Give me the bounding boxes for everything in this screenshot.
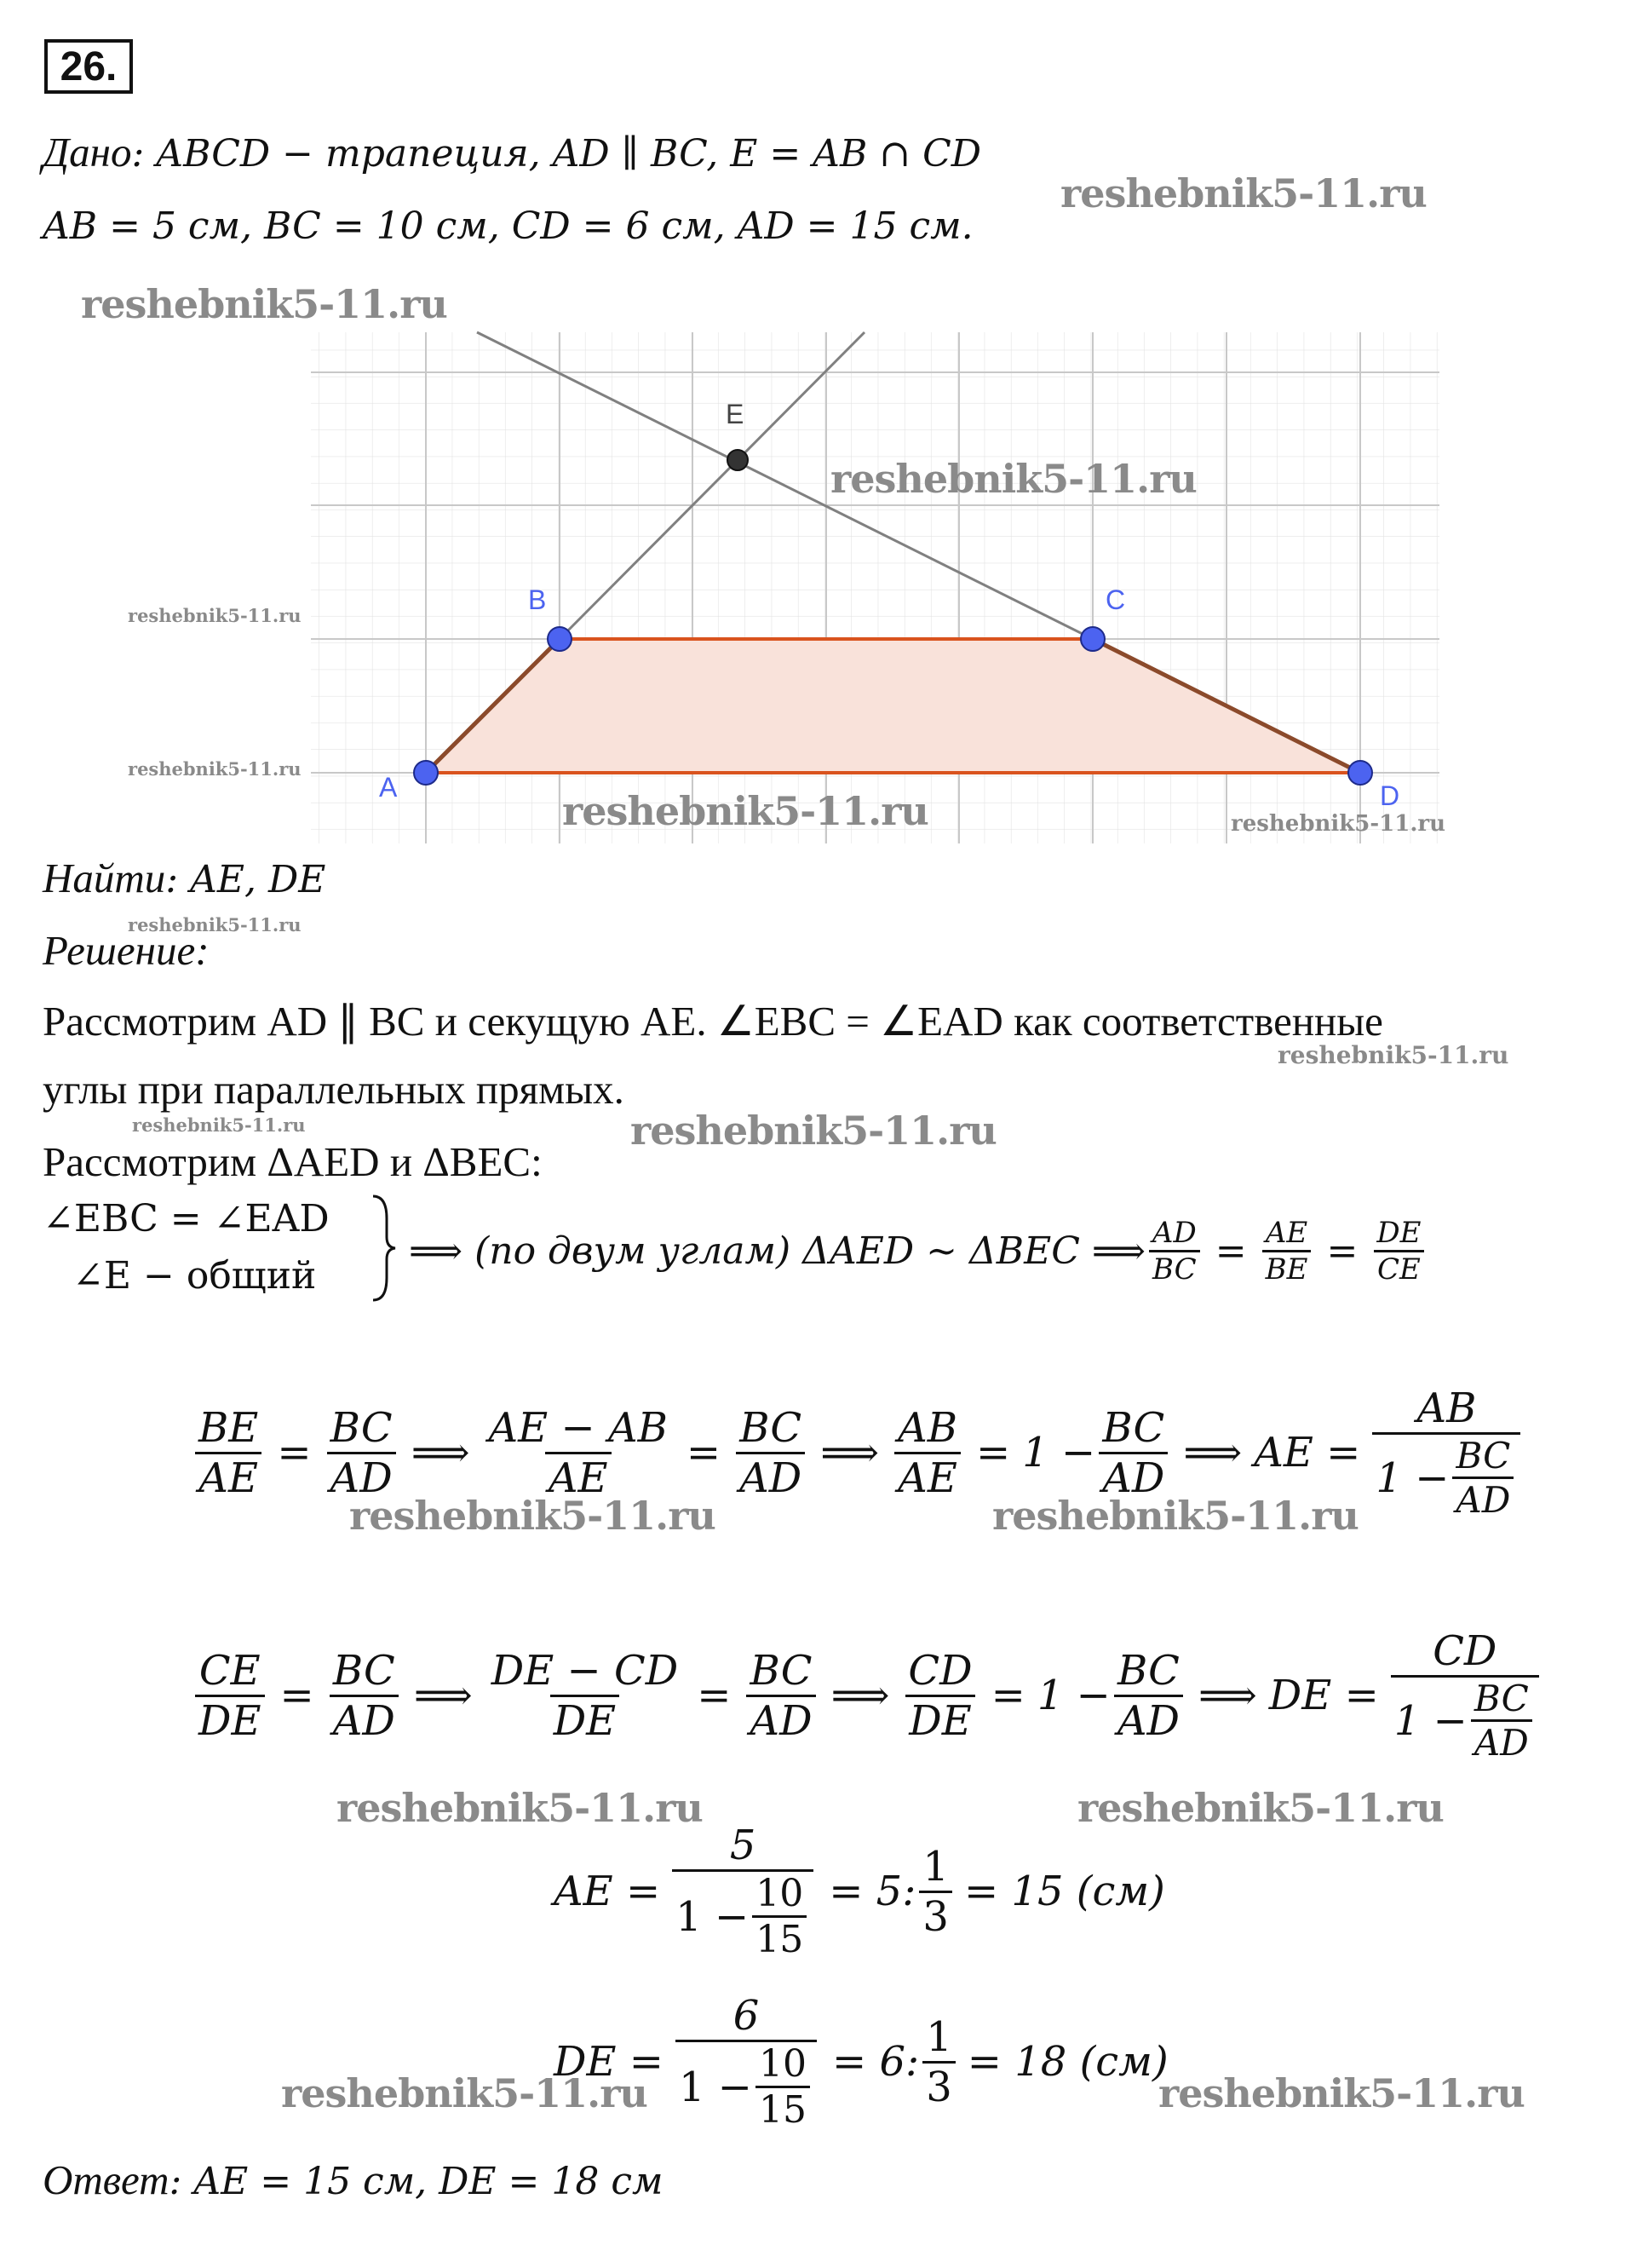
watermark: reshebnik5-11.ru [128, 914, 302, 935]
calc-de-third: $\frac{1}{3}$ [922, 2013, 956, 2111]
label-a: A [379, 772, 398, 803]
answer-label: Ответ [43, 2156, 169, 2203]
find-text: : AE, DE [165, 858, 326, 901]
frac-be-ae: $\frac{BE}{AE}$ [195, 1404, 261, 1502]
frac-bc-ad-6: $\frac{BC}{AD}$ [1114, 1647, 1183, 1745]
ratio-ae-be: $\frac{AE}{BE}$ [1262, 1216, 1312, 1287]
given-line-2: AB = 5 см, BC = 10 см, CD = 6 см, AD = 15 см. [43, 204, 974, 248]
task-number: 26. [44, 39, 133, 94]
condition-1: ∠EBC = ∠EAD [43, 1197, 330, 1240]
watermark: reshebnik5-11.ru [562, 788, 928, 834]
calc-ae-third: $\frac{1}{3}$ [919, 1843, 952, 1941]
answer-text: : AE = 15 см, DE = 18 см [169, 2160, 664, 2203]
similarity-line: ⟹ (по двум углам) ΔAED ~ ΔBEC ⟹ $\frac{AD}{BC}$ = $\frac{AE}{BE}$ = $\frac{DE}{CE}$ [409, 1208, 1428, 1293]
frac-bc-ad-3: $\frac{BC}{AD}$ [1099, 1404, 1168, 1502]
given-label: Дано [43, 129, 132, 176]
frac-bc-ad-2: $\frac{BC}{AD}$ [736, 1404, 805, 1502]
frac-bc-ad-5: $\frac{BC}{AD}$ [746, 1647, 815, 1745]
point-e [727, 450, 748, 470]
frac-cd-de: $\frac{CD}{DE}$ [905, 1647, 975, 1745]
watermark: reshebnik5-11.ru [992, 1493, 1359, 1539]
frac-ce-de: $\frac{CE}{DE}$ [195, 1647, 265, 1745]
watermark: reshebnik5-11.ru [128, 758, 302, 780]
watermark: reshebnik5-11.ru [630, 1108, 997, 1154]
watermark: reshebnik5-11.ru [1231, 811, 1446, 837]
label-c: C [1106, 584, 1126, 615]
watermark: reshebnik5-11.ru [349, 1493, 715, 1539]
watermark: reshebnik5-11.ru [1077, 1785, 1444, 1831]
frac-result-ae: AB 1 − $\frac{BC}{AD}$ [1372, 1384, 1520, 1521]
solution-p2: углы при параллельных прямых. [43, 1066, 624, 1113]
result-ae-label: AE = [1254, 1429, 1361, 1477]
equation-ae: $\frac{BE}{AE}$ = $\frac{BC}{AD}$ ⟹ $\frac{AE - AB}{AE}$ = $\frac{BC}{AD}$ ⟹ $\frac{AB}{AE}$ = 1 − $\frac{BC}{AD}$ ⟹ AE = AB 1 − $\frac{BC}{AD}$ [192, 1380, 1524, 1525]
equation-de: $\frac{CE}{DE}$ = $\frac{BC}{AD}$ ⟹ $\frac{DE - CD}{DE}$ = $\frac{BC}{AD}$ ⟹ $\frac{CD}{DE}$ = 1 − $\frac{BC}{AD}$ ⟹ DE = CD 1 − $\frac{BC}{AD}$ [192, 1623, 1542, 1768]
similarity-text: ⟹ (по двум углам) ΔAED ~ ΔBEC ⟹ [409, 1229, 1146, 1273]
frac-de-cd: $\frac{DE - CD}{DE}$ [491, 1646, 679, 1745]
brace-icon [366, 1193, 400, 1304]
frac-ab-ae: $\frac{AB}{AE}$ [894, 1404, 961, 1502]
point-d [1348, 761, 1372, 785]
label-e: E [726, 399, 744, 429]
watermark: reshebnik5-11.ru [1060, 170, 1427, 216]
given-line-1 [43, 128, 981, 176]
point-b [548, 627, 572, 651]
solution-p3: Рассмотрим ΔAED и ΔBEC: [43, 1138, 543, 1185]
result-de-label: DE = [1268, 1672, 1379, 1719]
calc-de-frac: 6 1 − $\frac{10}{15}$ [675, 1992, 817, 2132]
ratio-ad-bc: $\frac{AD}{BC}$ [1149, 1216, 1200, 1287]
find-label: Найти [43, 855, 166, 901]
frac-bc-ad-4: $\frac{BC}{AD}$ [330, 1647, 399, 1745]
solution-label: Решение: [43, 927, 210, 974]
point-a [414, 761, 438, 785]
watermark: reshebnik5-11.ru [1278, 1041, 1509, 1069]
watermark: reshebnik5-11.ru [128, 605, 302, 626]
frac-ae-ab: $\frac{AE - AB}{AE}$ [488, 1403, 668, 1502]
watermark: reshebnik5-11.ru [81, 281, 447, 327]
answer-line [43, 2156, 663, 2204]
watermark: reshebnik5-11.ru [336, 1785, 703, 1831]
watermark: reshebnik5-11.ru [830, 456, 1197, 502]
solution-p1: Рассмотрим AD ∥ BC и секущую AE. ∠EBC = ∠EAD как соответственные [43, 998, 1383, 1045]
frac-bc-ad: $\frac{BC}{AD}$ [327, 1404, 396, 1502]
label-b: B [528, 584, 547, 615]
condition-2: ∠E − общий [72, 1254, 317, 1298]
calc-de: DE = 6 1 − $\frac{10}{15}$ = 6: $\frac{1}{3}$ = 18 (см) [554, 1992, 1169, 2132]
given-text-1: : ABCD − трапеция, AD ∥ BC, E = AB ∩ CD [131, 132, 982, 176]
frac-result-de: CD 1 − $\frac{BC}{AD}$ [1391, 1627, 1539, 1764]
find-line [43, 854, 325, 902]
watermark: reshebnik5-11.ru [132, 1114, 306, 1136]
point-c [1081, 627, 1105, 651]
watermark: reshebnik5-11.ru [1158, 2070, 1525, 2116]
watermark: reshebnik5-11.ru [281, 2070, 647, 2116]
calc-ae-frac: 5 1 − $\frac{10}{15}$ [672, 1822, 813, 1961]
calc-ae: AE = 5 1 − $\frac{10}{15}$ = 5: $\frac{1}{3}$ = 15 (см) [554, 1822, 1165, 1961]
label-d: D [1380, 780, 1400, 811]
ratio-de-ce: $\frac{DE}{CE}$ [1373, 1216, 1424, 1287]
